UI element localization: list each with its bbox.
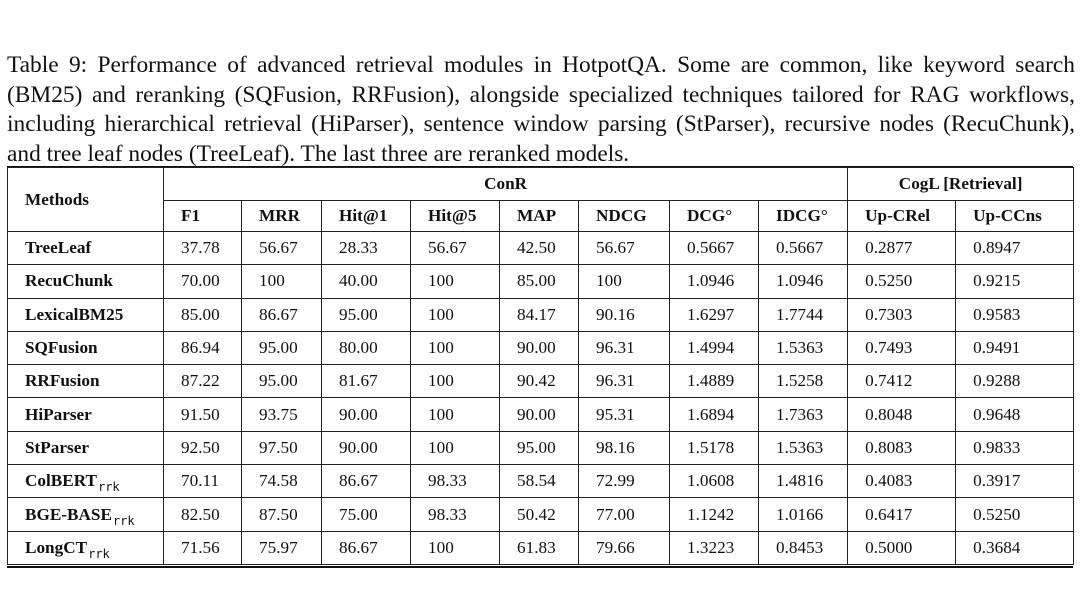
table-row xyxy=(8,365,1074,398)
value-cell: 0.7412 xyxy=(848,365,956,398)
method-name-cell xyxy=(8,265,164,298)
value-cell: 0.9288 xyxy=(956,365,1074,398)
column-header: Hit@1 xyxy=(322,201,411,232)
column-header: Hit@5 xyxy=(411,201,500,232)
value-cell: 37.78 xyxy=(164,232,242,265)
column-header: IDCG° xyxy=(759,201,848,232)
value-cell: 70.00 xyxy=(164,265,242,298)
value-cell: 1.0166 xyxy=(759,498,848,531)
value-cell: 90.00 xyxy=(500,331,579,364)
value-cell: 95.00 xyxy=(322,298,411,331)
value-cell: 98.33 xyxy=(411,465,500,498)
value-cell: 84.17 xyxy=(500,298,579,331)
value-cell: 1.4889 xyxy=(670,365,759,398)
method-subscript: rrk xyxy=(112,513,135,528)
value-cell: 91.50 xyxy=(164,398,242,431)
value-cell: 97.50 xyxy=(242,431,322,464)
value-cell: 0.5667 xyxy=(670,232,759,265)
value-cell: 0.9648 xyxy=(956,398,1074,431)
method-name: SQFusion xyxy=(25,338,98,358)
value-cell: 0.5667 xyxy=(759,232,848,265)
value-cell: 61.83 xyxy=(500,531,579,564)
value-cell: 100 xyxy=(411,398,500,431)
value-cell: 71.56 xyxy=(164,531,242,564)
method-name: RRFusion xyxy=(25,371,100,391)
value-cell: 100 xyxy=(579,265,670,298)
value-cell: 100 xyxy=(411,298,500,331)
header-row-groups xyxy=(8,168,1074,201)
value-cell: 92.50 xyxy=(164,431,242,464)
method-name: LongCT xyxy=(25,537,88,557)
table-row xyxy=(8,298,1074,331)
method-name-cell xyxy=(8,331,164,364)
value-cell: 100 xyxy=(411,531,500,564)
results-table xyxy=(7,167,1074,565)
value-cell: 28.33 xyxy=(322,232,411,265)
value-cell: 95.00 xyxy=(500,431,579,464)
value-cell: 98.16 xyxy=(579,431,670,464)
value-cell: 42.50 xyxy=(500,232,579,265)
value-cell: 0.9215 xyxy=(956,265,1074,298)
column-header: F1 xyxy=(164,201,242,232)
value-cell: 86.67 xyxy=(322,531,411,564)
column-header: Up-CRel xyxy=(848,201,956,232)
table-body xyxy=(8,232,1074,565)
value-cell: 1.5363 xyxy=(759,331,848,364)
value-cell: 0.5000 xyxy=(848,531,956,564)
method-name-cell xyxy=(8,498,164,531)
table-bottom-rule xyxy=(7,566,1073,568)
value-cell: 100 xyxy=(411,331,500,364)
method-name: ColBERT xyxy=(25,471,97,491)
value-cell: 56.67 xyxy=(579,232,670,265)
value-cell: 0.7493 xyxy=(848,331,956,364)
column-header: DCG° xyxy=(670,201,759,232)
value-cell: 58.54 xyxy=(500,465,579,498)
value-cell: 0.5250 xyxy=(956,498,1074,531)
value-cell: 96.31 xyxy=(579,365,670,398)
value-cell: 95.00 xyxy=(242,331,322,364)
table-row xyxy=(8,465,1074,498)
method-name: LexicalBM25 xyxy=(25,304,124,324)
column-header: MAP xyxy=(500,201,579,232)
table-row xyxy=(8,265,1074,298)
value-cell: 100 xyxy=(411,265,500,298)
group-header-conr: ConR xyxy=(164,168,848,201)
value-cell: 0.5250 xyxy=(848,265,956,298)
value-cell: 95.31 xyxy=(579,398,670,431)
value-cell: 90.00 xyxy=(500,398,579,431)
value-cell: 0.6417 xyxy=(848,498,956,531)
value-cell: 1.4994 xyxy=(670,331,759,364)
value-cell: 1.5363 xyxy=(759,431,848,464)
value-cell: 1.6297 xyxy=(670,298,759,331)
value-cell: 93.75 xyxy=(242,398,322,431)
value-cell: 100 xyxy=(411,431,500,464)
value-cell: 86.94 xyxy=(164,331,242,364)
value-cell: 1.6894 xyxy=(670,398,759,431)
method-subscript: rrk xyxy=(88,546,110,561)
value-cell: 0.4083 xyxy=(848,465,956,498)
method-name: TreeLeaf xyxy=(25,238,92,258)
value-cell: 86.67 xyxy=(242,298,322,331)
column-header: MRR xyxy=(242,201,322,232)
value-cell: 95.00 xyxy=(242,365,322,398)
value-cell: 56.67 xyxy=(242,232,322,265)
value-cell: 98.33 xyxy=(411,498,500,531)
method-subscript: rrk xyxy=(97,480,120,495)
value-cell: 0.8453 xyxy=(759,531,848,564)
value-cell: 1.0946 xyxy=(670,265,759,298)
value-cell: 1.5258 xyxy=(759,365,848,398)
value-cell: 1.0608 xyxy=(670,465,759,498)
value-cell: 75.00 xyxy=(322,498,411,531)
table-caption: Table 9: Performance of advanced retrieval modules in HotpotQA. Some are common, like keyword search (BM25) and reranking (SQFusion, RRFusion), alongside specialized techniques tailored for RAG workflows, including hierarchical retrieval (HiParser), sentence window parsing (StParser), recursive nodes (RecuChunk), and tree leaf nodes (TreeLeaf). The last three are reranked models. xyxy=(7,52,1075,167)
table-row xyxy=(8,232,1074,265)
table-row xyxy=(8,531,1074,564)
method-name-cell xyxy=(8,465,164,498)
methods-header: Methods xyxy=(8,168,164,232)
value-cell: 86.67 xyxy=(322,465,411,498)
value-cell: 85.00 xyxy=(500,265,579,298)
table-row xyxy=(8,398,1074,431)
value-cell: 90.16 xyxy=(579,298,670,331)
group-header-cogl: CogL [Retrieval] xyxy=(848,168,1074,201)
value-cell: 56.67 xyxy=(411,232,500,265)
value-cell: 87.22 xyxy=(164,365,242,398)
value-cell: 0.3684 xyxy=(956,531,1074,564)
value-cell: 85.00 xyxy=(164,298,242,331)
method-name-cell xyxy=(8,232,164,265)
value-cell: 1.5178 xyxy=(670,431,759,464)
value-cell: 79.66 xyxy=(579,531,670,564)
value-cell: 72.99 xyxy=(579,465,670,498)
method-name-cell xyxy=(8,398,164,431)
value-cell: 0.9833 xyxy=(956,431,1074,464)
value-cell: 0.9491 xyxy=(956,331,1074,364)
table-row xyxy=(8,498,1074,531)
value-cell: 0.3917 xyxy=(956,465,1074,498)
value-cell: 100 xyxy=(411,365,500,398)
value-cell: 90.42 xyxy=(500,365,579,398)
value-cell: 1.4816 xyxy=(759,465,848,498)
value-cell: 1.3223 xyxy=(670,531,759,564)
value-cell: 77.00 xyxy=(579,498,670,531)
column-header: Up-CCns xyxy=(956,201,1074,232)
column-header: NDCG xyxy=(579,201,670,232)
value-cell: 1.7363 xyxy=(759,398,848,431)
method-name: RecuChunk xyxy=(25,271,113,291)
value-cell: 87.50 xyxy=(242,498,322,531)
method-name: HiParser xyxy=(25,404,92,424)
header-row-columns xyxy=(8,201,1074,232)
value-cell: 75.97 xyxy=(242,531,322,564)
value-cell: 0.7303 xyxy=(848,298,956,331)
method-name-cell xyxy=(8,298,164,331)
value-cell: 0.8048 xyxy=(848,398,956,431)
value-cell: 0.8083 xyxy=(848,431,956,464)
value-cell: 40.00 xyxy=(322,265,411,298)
value-cell: 100 xyxy=(242,265,322,298)
value-cell: 81.67 xyxy=(322,365,411,398)
value-cell: 82.50 xyxy=(164,498,242,531)
value-cell: 90.00 xyxy=(322,431,411,464)
method-name-cell xyxy=(8,365,164,398)
value-cell: 50.42 xyxy=(500,498,579,531)
value-cell: 70.11 xyxy=(164,465,242,498)
value-cell: 1.7744 xyxy=(759,298,848,331)
value-cell: 96.31 xyxy=(579,331,670,364)
value-cell: 1.0946 xyxy=(759,265,848,298)
value-cell: 0.9583 xyxy=(956,298,1074,331)
value-cell: 0.8947 xyxy=(956,232,1074,265)
method-name-cell xyxy=(8,431,164,464)
method-name: BGE-BASE xyxy=(25,504,112,524)
value-cell: 90.00 xyxy=(322,398,411,431)
table-row xyxy=(8,331,1074,364)
value-cell: 80.00 xyxy=(322,331,411,364)
table-row xyxy=(8,431,1074,464)
value-cell: 0.2877 xyxy=(848,232,956,265)
method-name: StParser xyxy=(25,437,89,457)
method-name-cell xyxy=(8,531,164,564)
value-cell: 1.1242 xyxy=(670,498,759,531)
value-cell: 74.58 xyxy=(242,465,322,498)
